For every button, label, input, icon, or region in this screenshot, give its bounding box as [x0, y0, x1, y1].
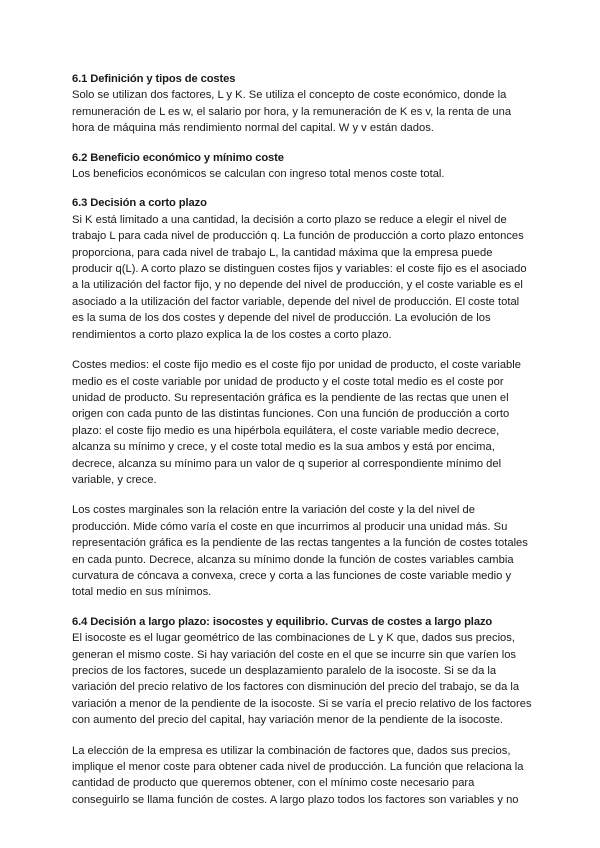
document-page: [72, 71, 532, 821]
section-6-1: [72, 71, 532, 137]
section-title: 6.3 Decisión a corto plazo: [72, 197, 207, 210]
paragraph: Solo se utilizan dos factores, L y K. Se utiliza el concepto de coste económico, donde la remuneración de L es w, el salario por hora, y la remuneración de K es v, la renta de una hora de máquina más rendimiento normal del capital. W y v están dados.: [72, 89, 512, 135]
paragraph: Los costes marginales son la relación entre la variación del coste y la del nivel de producción. Mide cómo varía el coste en que incurrimos al producir una unidad más. Su representación gráfica es la pendiente de las rectas tangentes a la función de costes totales en cada punto. Decrece, alcanza su mínimo donde la función de costes variables cambia curvatura de cóncava a convexa, crece y corta a las funciones de coste variable medio y total medio en sus mínimos.: [72, 504, 528, 599]
section-title: 6.4 Decisión a largo plazo: isocostes y equilibrio. Curvas de costes a largo plazo: [72, 615, 493, 628]
section-6-3: [72, 195, 532, 600]
section-title: 6.2 Beneficio económico y mínimo coste: [72, 151, 284, 164]
section-6-2: [72, 150, 532, 183]
paragraph: Si K está limitado a una cantidad, la decisión a corto plazo se reduce a elegir el nivel de trabajo L para cada nivel de producción q. La función de producción a corto plazo entonces proporciona, para cada nivel de trabajo L, la cantidad máxima que la empresa puede producir q(L). A corto plazo se distinguen costes fijos y variables: el coste fijo es el asociado a la utilización del factor fijo, y no depende del nivel de producción, y el coste variable es el asociado a la utilización del factor variable, depende del nivel de producción. El coste total es la suma de los dos costes y depende del nivel de producción. La evolución de los rendimientos a corto plazo explica la de los costes a corto plazo.: [72, 213, 527, 341]
paragraph: El isocoste es el lugar geométrico de las combinaciones de L y K que, dados sus precios, generan el mismo coste. Si hay variación del coste en el que se incurre sin que varíen los precios de los factores, sucede un desplazamiento paralelo de la isocoste. Si se da la variación del precio relativo de los factores con disminución del precio del trabajo, se da la variación a menor de la pendiente de la isocoste. Si se varía el precio relativo de los factores con aumento del precio del capital, hay variación menor de la pendiente de la isocoste.: [72, 632, 532, 727]
section-title: 6.1 Definición y tipos de costes: [72, 73, 236, 85]
paragraph: Costes medios: el coste fijo medio es el coste fijo por unidad de producto, el coste variable medio es el coste variable por unidad de producto y el coste total medio es el coste por unidad de producto. Su representación gráfica es la pendiente de las rectas que unen el origen con cada punto de las distintas funciones. Con una función de producción a corto plazo: el coste fijo medio es una hipérbola equilátera, el coste variable medio decrece, alcanza su mínimo y crece, y el coste total medio es la sua ambos y está por encima, decrece, alcanza su mínimo para un valor de q superior al correspondiente mínimo del variable, y crece.: [72, 359, 521, 486]
paragraph: Los beneficios económicos se calculan con ingreso total menos coste total.: [72, 168, 445, 181]
paragraph: La elección de la empresa es utilizar la combinación de factores que, dados sus precios, implique el menor coste para obtener cada nivel de producción. La función que relaciona la cantidad de producto que queremos obtener, con el mínimo coste necesario para conseguirlo se llama función de costes. A largo plazo todos los factores son variables y no: [72, 744, 524, 806]
section-6-4: [72, 614, 532, 808]
